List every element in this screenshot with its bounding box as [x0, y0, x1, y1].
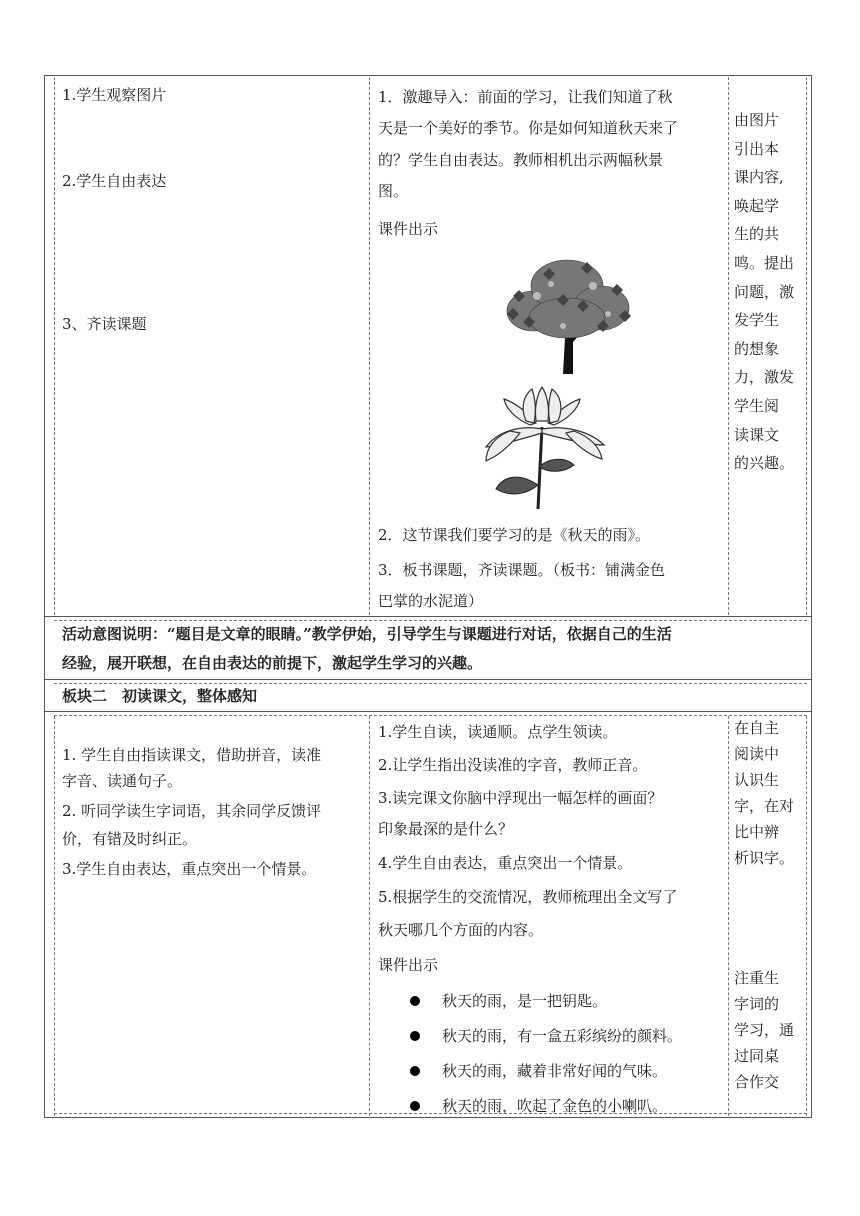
intent-line: 唤起学	[734, 196, 780, 215]
cell-border	[369, 77, 370, 615]
student-step: 字音、读通句子。	[62, 772, 183, 790]
teacher-text: 1.学生自读，读通顺。点学生领读。	[378, 723, 618, 741]
bullet-icon	[410, 1066, 420, 1076]
teacher-text: 2．这节课我们要学习的是《秋天的雨》。	[378, 526, 651, 544]
list-item: 秋天的雨，藏着非常好闻的气味。	[410, 1054, 730, 1089]
teacher-text: 秋天哪几个方面的内容。	[378, 921, 544, 939]
intent-line: 鸣。提出	[734, 253, 795, 272]
intent-line: 读课文	[734, 425, 780, 444]
intent-line: 学生阅	[734, 396, 780, 415]
list-item: 秋天的雨，吹起了金色的小喇叭。	[410, 1089, 730, 1124]
courseware-label: 课件出示	[378, 956, 439, 974]
tree-image	[493, 256, 641, 376]
teacher-text: 3.读完课文你脑中浮现出一幅怎样的画面？	[378, 789, 663, 807]
intent-line: 课内容,	[734, 168, 784, 187]
teacher-text: 1．激趣导入：前面的学习，让我们知道了秋	[378, 88, 673, 106]
intent-line: 问题，激	[734, 282, 795, 301]
teacher-text: 4.学生自由表达，重点突出一个情景。	[378, 854, 633, 872]
intent-line: 过同桌	[734, 1047, 780, 1065]
intent-line: 学习，通	[734, 1021, 795, 1039]
student-step: 价，有错及时纠正。	[62, 830, 198, 848]
intent-line: 析识字。	[734, 849, 795, 867]
cell-border	[369, 716, 370, 1116]
intent-line: 在自主	[734, 719, 780, 737]
intent-line: 的兴趣。	[734, 454, 795, 473]
cell-border	[54, 716, 55, 1116]
cell-border	[54, 77, 55, 615]
teacher-text: 巴掌的水泥道）	[378, 592, 484, 610]
student-step: 2. 听同学读生字词语，其余同学反馈评	[62, 802, 322, 820]
row-divider	[54, 715, 807, 716]
intent-line: 阅读中	[734, 745, 780, 763]
teacher-text: 3．板书课题，齐读课题。（板书：铺满金色	[378, 561, 666, 579]
student-step: 2.学生自由表达	[62, 172, 167, 190]
list-item: 秋天的雨，是一把钥匙。	[410, 984, 730, 1019]
intent-line: 生的共	[734, 225, 780, 244]
list-item: 秋天的雨，有一盒五彩缤纷的颜料。	[410, 1019, 730, 1054]
teacher-text: 印象最深的是什么？	[378, 820, 514, 838]
bullet-icon	[410, 1101, 420, 1111]
intent-line: 引出本	[734, 139, 780, 158]
design-intent	[734, 715, 810, 871]
intent-line: 发学生	[734, 311, 780, 330]
intent-line: 合作交	[734, 1073, 780, 1091]
design-intent	[734, 106, 810, 478]
student-step: 3.学生自由表达，重点突出一个情景。	[62, 860, 317, 878]
activity-note: 活动意图说明：“题目是文章的眼睛。”教学伊始，引导学生与课题进行对话，依据自己的生活	[62, 625, 672, 643]
teacher-text: 5.根据学生的交流情况，教师梳理出全文写了	[378, 888, 678, 906]
courseware-label: 课件出示	[378, 220, 439, 238]
teacher-text: 的？学生自由表达。教师相机出示两幅秋景	[378, 151, 664, 169]
intent-line: 力，激发	[734, 368, 795, 387]
student-step: 1. 学生自由指读课文，借助拼音，读准	[62, 746, 322, 764]
student-step: 3、齐读课题	[62, 315, 147, 333]
intent-line: 字，在对	[734, 797, 795, 815]
bullet-icon	[410, 1031, 420, 1041]
teacher-text: 2.让学生指出没读准的字音，教师正音。	[378, 756, 648, 774]
teacher-text: 图。	[378, 182, 409, 200]
chrysanthemum-image	[480, 385, 620, 513]
intent-line: 由图片	[734, 111, 780, 129]
cell-border	[728, 77, 729, 615]
design-intent	[734, 965, 810, 1095]
intent-line: 的想象	[734, 339, 780, 358]
teacher-text: 天是一个美好的季节。你是如何知道秋天来了	[378, 119, 679, 137]
intent-line: 认识生	[734, 771, 780, 789]
block-title: 板块二 初读课文，整体感知	[62, 687, 258, 705]
bullet-icon	[410, 996, 420, 1006]
intent-line: 注重生	[734, 969, 780, 987]
activity-note: 经验，展开联想，在自由表达的前提下，激起学生学习的兴趣。	[62, 654, 483, 672]
student-step: 1.学生观察图片	[62, 86, 167, 104]
intent-line: 字词的	[734, 995, 780, 1013]
intent-line: 比中辨	[734, 823, 780, 841]
courseware-list	[410, 984, 730, 1124]
